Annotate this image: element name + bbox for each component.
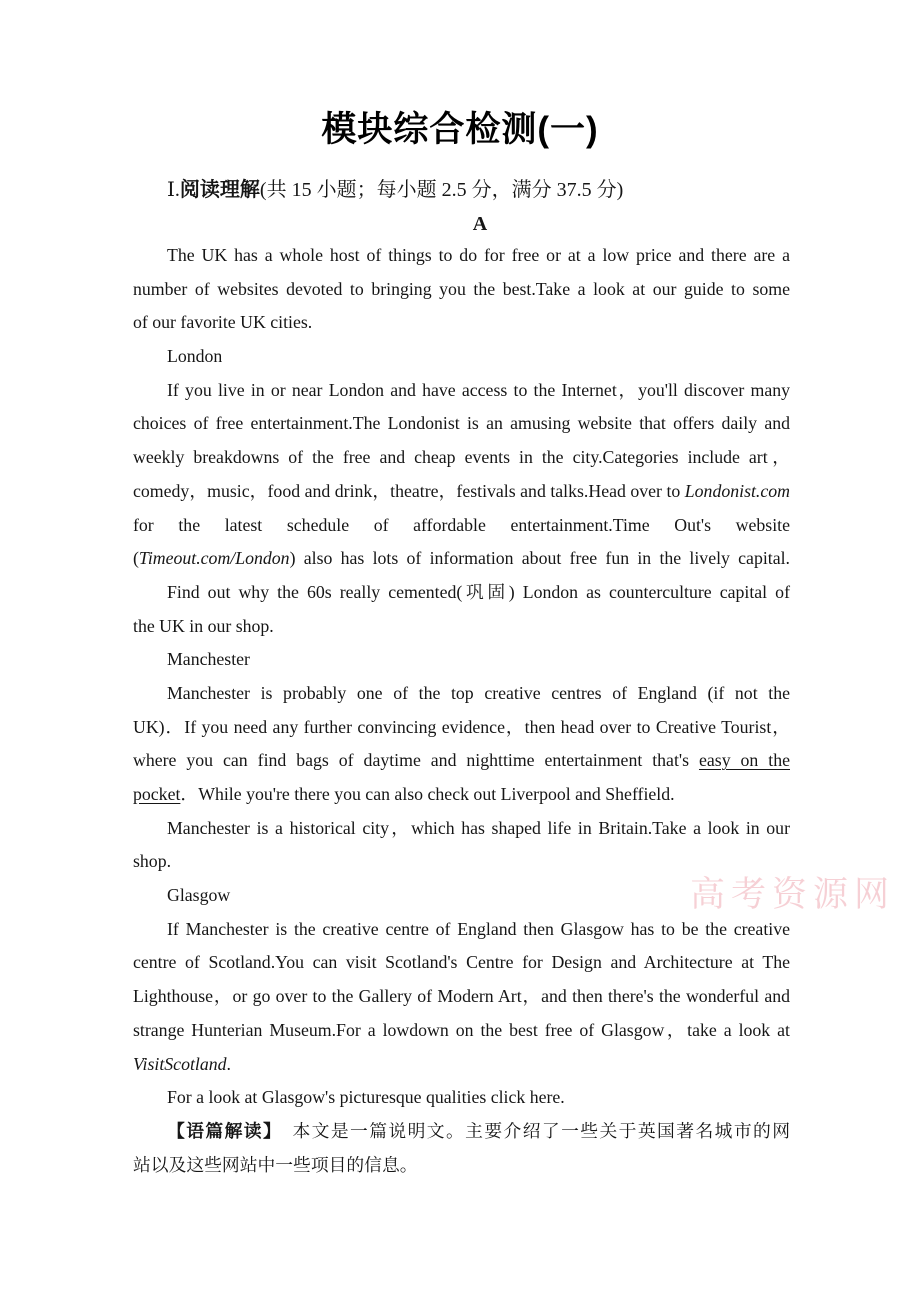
text-segment: Find out why the 60s really cemented(巩固) London as counterculture capital of bbox=[167, 581, 790, 602]
text-line bbox=[133, 711, 790, 745]
text-segment: choices of free entertainment.The Londonist is an amusing website that offers daily and bbox=[133, 413, 790, 434]
text-segment: 本文是一篇说明文。主要介绍了一些关于英国著名城市的网 bbox=[273, 1120, 790, 1141]
page-title: 模块综合检测(一) bbox=[321, 110, 599, 149]
text-line bbox=[133, 306, 790, 340]
text-segment: ) also has lots of information about free fun in the lively capital. bbox=[289, 548, 790, 569]
watermark-text: 高考资源网 bbox=[690, 875, 896, 914]
text-line bbox=[133, 913, 790, 947]
reading-passage bbox=[133, 239, 790, 1182]
text-line bbox=[133, 879, 790, 913]
text-line bbox=[133, 980, 790, 1014]
text-segment: UK)．If you need any further convincing evidence，then head over to Creative Tourist， bbox=[133, 716, 790, 737]
text-segment: ．While you're there you can also check out Liverpool and Sheffield. bbox=[180, 784, 675, 804]
text-segment: comedy，music，food and drink，theatre，festivals and talks.Head over to bbox=[133, 480, 685, 501]
text-line bbox=[133, 475, 790, 509]
text-segment: VisitScotland bbox=[133, 1053, 227, 1074]
section-numeral: Ⅰ. bbox=[167, 179, 180, 201]
text-segment: for the latest schedule of affordable entertainment.Time Out's website bbox=[133, 514, 790, 535]
text-segment: Timeout.com/London bbox=[138, 548, 290, 569]
text-segment: . bbox=[226, 1053, 231, 1074]
text-line bbox=[133, 340, 790, 374]
text-line bbox=[133, 1048, 790, 1082]
text-line bbox=[133, 1115, 790, 1149]
text-line bbox=[133, 677, 790, 711]
text-segment: 站以及这些网站中一些项目的信息。 bbox=[133, 1154, 418, 1175]
text-segment: weekly breakdowns of the free and cheap events in the city.Categories include art， bbox=[133, 447, 790, 468]
text-line bbox=[133, 643, 790, 677]
text-segment: London bbox=[167, 346, 223, 367]
text-segment: Lighthouse，or go over to the Gallery of Modern Art，and then there's the wonderful and bbox=[133, 986, 790, 1007]
text-line bbox=[133, 845, 790, 879]
text-line bbox=[133, 812, 790, 846]
text-line bbox=[133, 441, 790, 475]
text-line bbox=[133, 239, 790, 273]
text-segment: Glasgow bbox=[167, 885, 231, 906]
text-line bbox=[133, 542, 790, 576]
text-line bbox=[133, 509, 790, 543]
text-segment: of our favorite UK cities. bbox=[133, 312, 313, 333]
text-line bbox=[133, 374, 790, 408]
text-segment: easy on the bbox=[698, 750, 790, 771]
text-line bbox=[133, 576, 790, 610]
text-segment: centre of Scotland.You can visit Scotland's Centre for Design and Architecture at The bbox=[133, 952, 790, 973]
text-segment: shop. bbox=[133, 851, 172, 872]
text-line bbox=[133, 778, 790, 812]
text-segment: 【语篇解读】 bbox=[167, 1120, 274, 1141]
text-line bbox=[133, 407, 790, 441]
text-segment: If Manchester is the creative centre of England then Glasgow has to be the creative bbox=[167, 918, 790, 939]
text-segment: Londonist.com bbox=[684, 480, 790, 501]
text-segment: where you can find bags of daytime and nighttime entertainment that's bbox=[133, 750, 699, 771]
text-segment: Manchester is probably one of the top creative centres of England (if not the bbox=[167, 682, 790, 703]
passage-label: A bbox=[472, 213, 488, 235]
text-segment: number of websites devoted to bringing you the best.Take a look at our guide to some bbox=[133, 278, 790, 299]
text-segment: If you live in or near London and have access to the Internet，you'll discover many bbox=[167, 379, 790, 400]
text-line bbox=[133, 1149, 790, 1183]
text-line bbox=[133, 946, 790, 980]
text-line bbox=[133, 273, 790, 307]
text-line bbox=[133, 610, 790, 644]
section-heading-detail: (共 15 小题；每小题 2.5 分，满分 37.5 分) bbox=[259, 179, 624, 201]
text-segment: Manchester bbox=[167, 649, 250, 670]
text-segment: The UK has a whole host of things to do for free or at a low price and there are a bbox=[167, 245, 790, 265]
text-line bbox=[133, 1014, 790, 1048]
text-segment: ( bbox=[133, 548, 139, 569]
section-heading-label: 阅读理解 bbox=[179, 179, 260, 201]
text-segment: pocket bbox=[133, 784, 181, 804]
text-segment: Manchester is a historical city，which has shaped life in Britain.Take a look in our bbox=[167, 817, 790, 838]
text-segment: For a look at Glasgow's picturesque qualities click here. bbox=[167, 1087, 565, 1108]
text-segment: the UK in our shop. bbox=[133, 615, 274, 636]
section-heading bbox=[133, 172, 790, 208]
text-line bbox=[133, 1081, 790, 1115]
text-segment: strange Hunterian Museum.For a lowdown on the best free of Glasgow，take a look at bbox=[133, 1019, 790, 1040]
text-line bbox=[133, 744, 790, 778]
